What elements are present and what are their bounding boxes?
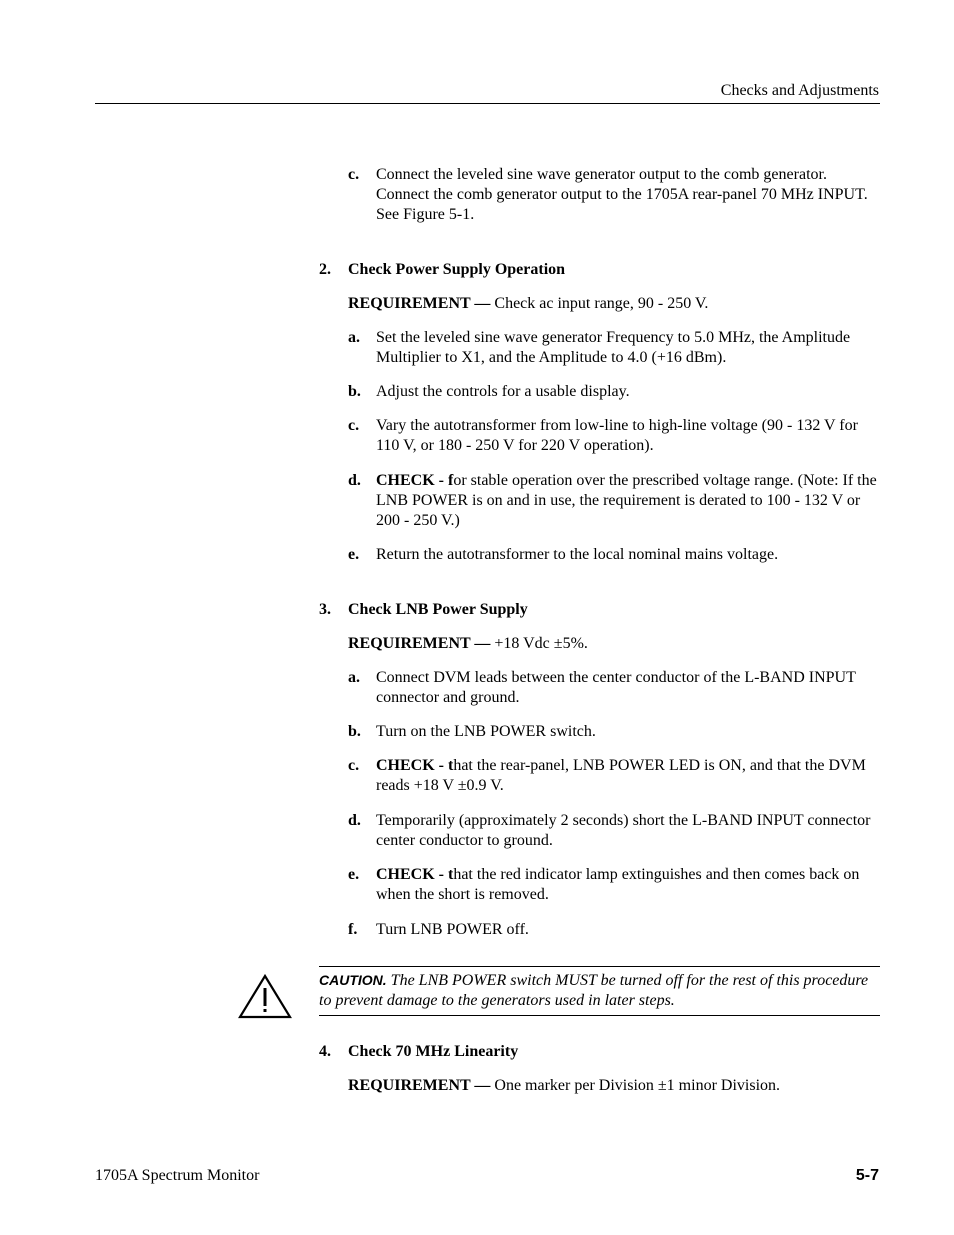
requirement: [348, 1076, 780, 1096]
caution-rule-top: [319, 966, 880, 967]
list-item: [348, 328, 884, 368]
requirement-label: REQUIREMENT —: [348, 1077, 491, 1094]
list-item: [348, 756, 884, 796]
item-label: a.: [348, 329, 360, 346]
item-text: [376, 471, 884, 531]
item-text: Connect the leveled sine wave generator output to the comb generator. Connect the comb generator output to the 1705A rear-panel 70 MHz INPUT. See Figure 5-1.: [376, 166, 868, 223]
item-text: [376, 865, 884, 905]
item-label: f.: [348, 921, 358, 938]
check-label: CHECK - t: [376, 757, 454, 774]
requirement-label: REQUIREMENT —: [348, 295, 491, 312]
item-text: Turn LNB POWER off.: [376, 921, 529, 938]
list-item: [348, 920, 884, 940]
step-title: Check Power Supply Operation: [348, 261, 566, 278]
list-item: [348, 416, 884, 456]
item-label: b.: [348, 383, 361, 400]
list-item: [348, 865, 884, 905]
item-text: Adjust the controls for a usable display.: [376, 383, 630, 400]
item-text: [376, 756, 884, 796]
caution-label: CAUTION.: [319, 972, 387, 988]
item-text: Vary the autotransformer from low-line to high-line voltage (90 - 132 V for 110 V, or 180 - 250 V for 220 V operation).: [376, 417, 858, 454]
check-label: CHECK - t: [376, 866, 454, 883]
item-label: c.: [348, 166, 360, 183]
requirement: [348, 294, 708, 314]
list-item: [348, 382, 884, 402]
check-text: hat the rear-panel, LNB POWER LED is ON, and that the DVM reads +18 V ±0.9 V.: [376, 757, 866, 794]
item-label: a.: [348, 669, 360, 686]
item-text: Turn on the LNB POWER switch.: [376, 723, 596, 740]
item-label: e.: [348, 866, 360, 883]
list-item: [348, 722, 884, 742]
step-title: Check LNB Power Supply: [348, 601, 528, 618]
step-number: 4.: [319, 1043, 331, 1060]
requirement-label: REQUIREMENT —: [348, 635, 491, 652]
step-title: Check 70 MHz Linearity: [348, 1043, 519, 1060]
item-label: e.: [348, 546, 360, 563]
item-label: d.: [348, 812, 361, 829]
item-text: Set the leveled sine wave generator Frequency to 5.0 MHz, the Amplitude Multiplier to X1, and the Amplitude to 4.0 (+16 dBm).: [376, 329, 851, 366]
check-text: hat the red indicator lamp extinguishes and then comes back on when the short is removed.: [376, 866, 860, 903]
requirement-text: One marker per Division ±1 minor Division.: [494, 1077, 781, 1094]
page-number: 5-7: [855, 1167, 879, 1184]
item-label: d.: [348, 472, 361, 489]
item-text: Temporarily (approximately 2 seconds) short the L-BAND INPUT connector center conductor to ground.: [376, 812, 871, 849]
caution-note: [319, 970, 880, 1011]
item-text: Return the autotransformer to the local nominal mains voltage.: [376, 546, 779, 563]
list-item: [348, 811, 884, 851]
page-header-title: Checks and Adjustments: [720, 82, 879, 99]
item-label: b.: [348, 723, 361, 740]
list-item: [348, 545, 884, 565]
step-number: 2.: [319, 261, 331, 278]
list-item: [348, 471, 884, 531]
item-label: c.: [348, 417, 360, 434]
footer-title: 1705A Spectrum Monitor: [95, 1167, 260, 1184]
item-text: Connect DVM leads between the center conductor of the L-BAND INPUT connector and ground.: [376, 669, 856, 706]
caution-rule-bottom: [319, 1015, 880, 1016]
requirement-text: Check ac input range, 90 - 250 V.: [494, 295, 709, 312]
item-label: c.: [348, 757, 360, 774]
intro-item: [348, 165, 884, 225]
warning-triangle-icon: [238, 974, 292, 1020]
caution-text: The LNB POWER switch MUST be turned off for the rest of this procedure to prevent damage to the generators used in later steps.: [319, 972, 869, 1009]
header-rule: [95, 103, 880, 104]
list-item: [348, 668, 884, 708]
requirement: [348, 634, 588, 654]
check-label: CHECK - f: [376, 472, 454, 489]
check-text: or stable operation over the prescribed voltage range. (Note: If the LNB POWER is on and in use, the requirement is derated to 100 - 132 V or 200 - 250 V.): [376, 472, 877, 529]
step-number: 3.: [319, 601, 331, 618]
requirement-text: +18 Vdc ±5%.: [494, 635, 588, 652]
